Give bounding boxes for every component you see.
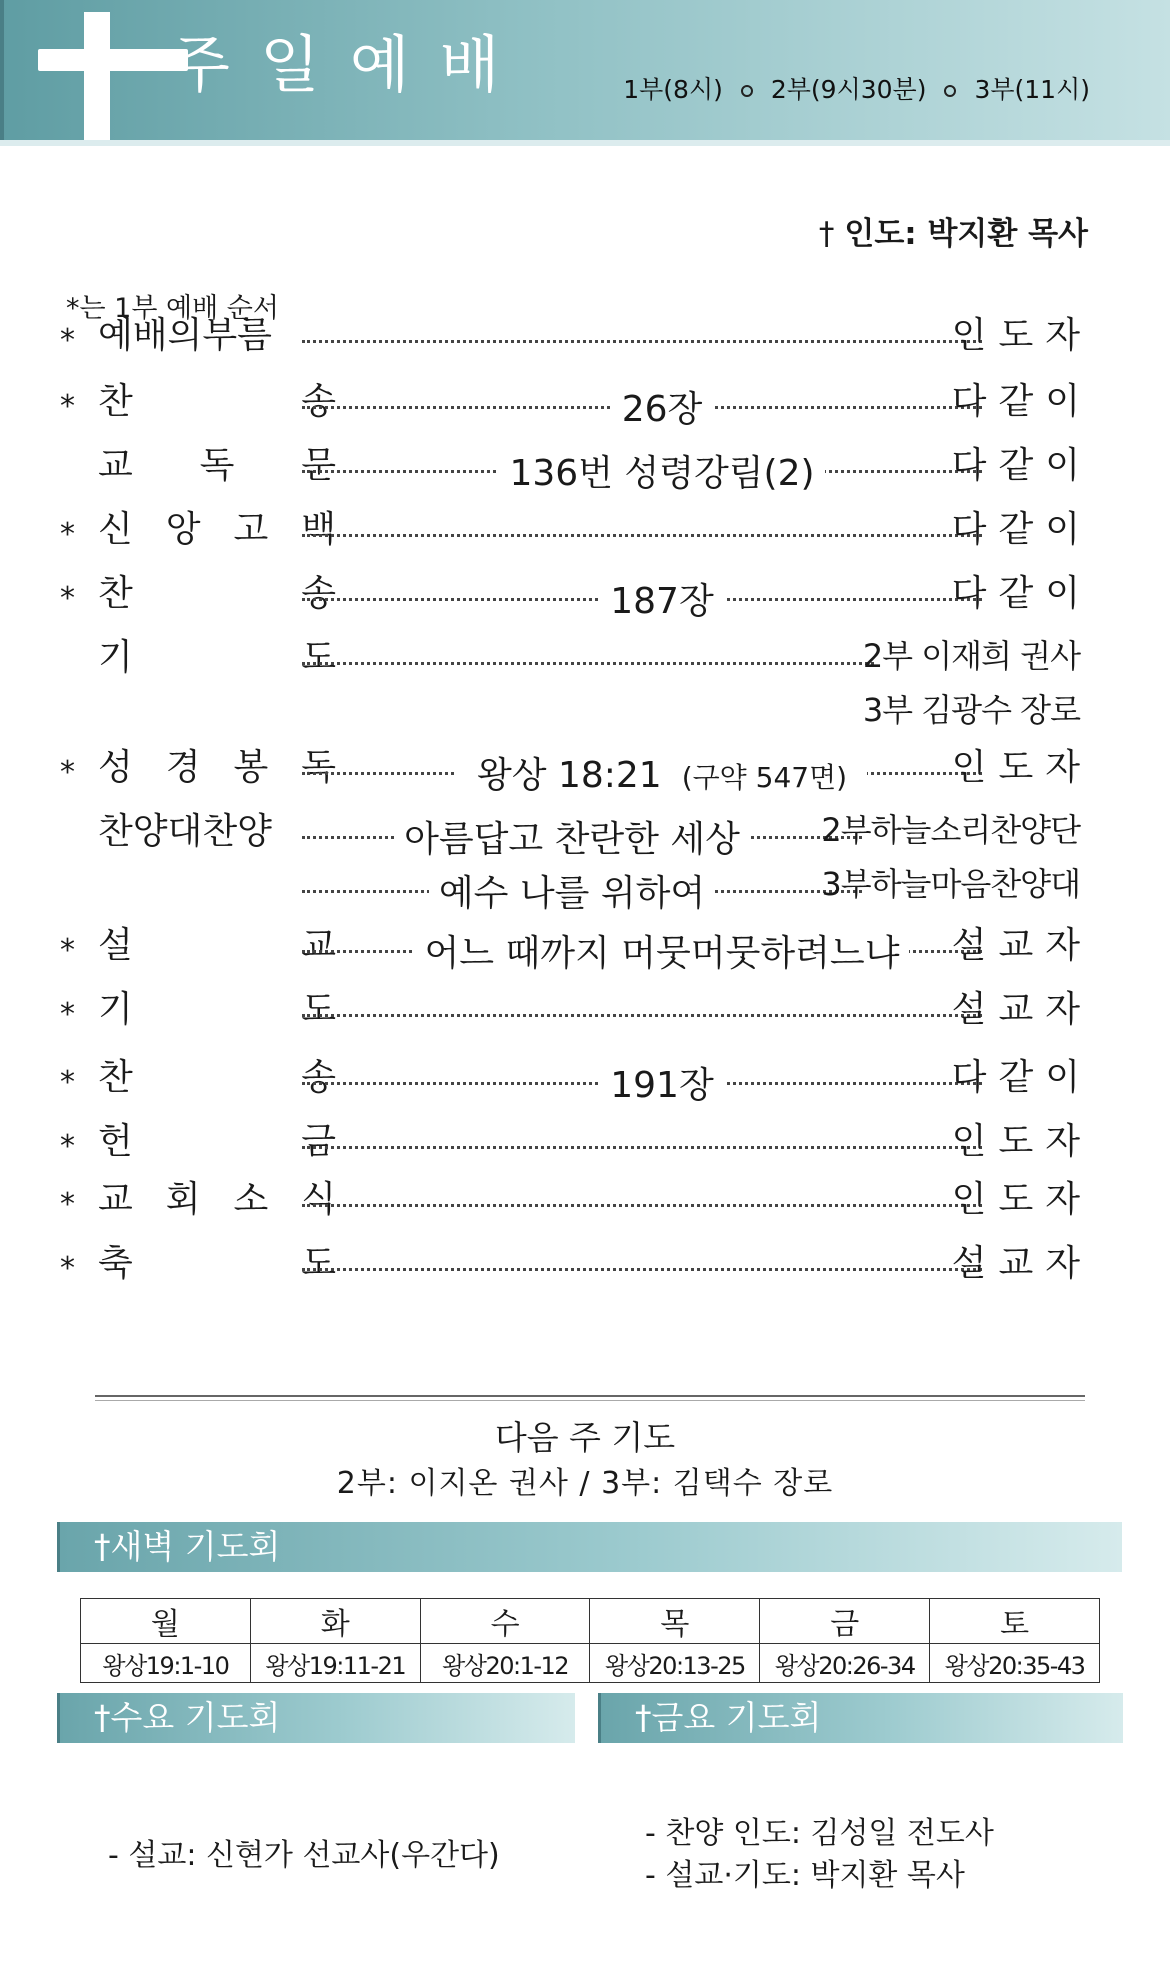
order-label: [98, 1179, 336, 1220]
reading-wed: 왕상20:1-12: [420, 1644, 590, 1683]
order-detail: [312, 581, 1012, 622]
order-detail-subtext: (구약 547면): [672, 761, 857, 794]
order-label-char: 독: [199, 445, 235, 486]
day-thu: 목: [590, 1599, 760, 1644]
dot-leader: [302, 662, 874, 665]
order-label-char: 찬: [98, 573, 133, 614]
section-divider: [95, 1395, 1085, 1401]
order-label: [98, 445, 336, 486]
reading-mon: 왕상19:1-10: [81, 1644, 251, 1683]
order-role: 3부 김광수 장로: [862, 691, 1080, 729]
order-label-text: [98, 1179, 336, 1220]
order-label: [98, 637, 336, 678]
order-label-char: 백: [301, 509, 336, 550]
reading-sat: 왕상20:35-43: [930, 1644, 1100, 1683]
order-label-char: 경: [165, 747, 201, 788]
wednesday-prayer-bar: [57, 1693, 575, 1743]
table-header-row: [81, 1599, 1100, 1644]
order-label-text: [98, 925, 336, 966]
service-time-1: 1부(8시): [623, 75, 723, 104]
day-mon: 월: [81, 1599, 251, 1644]
order-role: 다같이: [951, 573, 1092, 614]
order-label: [98, 573, 336, 614]
asterisk-marker: *: [60, 581, 75, 616]
service-time-2: 2부(9시30분): [770, 75, 927, 104]
order-role: 설교자: [951, 925, 1092, 966]
next-week-title: 다음 주 기도: [494, 1418, 676, 1457]
dot-leader: [302, 1268, 982, 1271]
asterisk-marker: *: [60, 517, 75, 552]
order-role: 다같이: [951, 509, 1092, 550]
dawn-prayer-table: [80, 1598, 1100, 1683]
dot-leader: [302, 1146, 982, 1149]
order-role: 다같이: [951, 445, 1092, 486]
order-detail-text: 187장: [600, 581, 724, 622]
order-detail: [312, 873, 832, 914]
order-label-char: 송: [301, 381, 336, 422]
order-label-text: [98, 509, 336, 550]
order-detail-text: 191장: [600, 1065, 724, 1106]
order-label-char: 문: [301, 445, 336, 486]
page-title: 주일예배: [170, 28, 530, 101]
order-detail: [312, 933, 1012, 974]
dagger-icon: †: [818, 216, 835, 252]
asterisk-marker: *: [60, 1129, 75, 1164]
circle-separator-icon: [944, 85, 956, 97]
order-label-char: 앙: [165, 509, 201, 550]
dawn-prayer-title: †새벽 기도회: [94, 1527, 281, 1566]
order-label-text: [98, 381, 336, 422]
dawn-prayer-bar: [57, 1522, 1122, 1572]
order-role: 인도자: [951, 315, 1092, 356]
order-label-char: 설: [98, 925, 133, 966]
asterisk-marker: *: [60, 1251, 75, 1286]
order-label-char: 금: [301, 1121, 336, 1162]
day-sat: 토: [930, 1599, 1100, 1644]
order-label-char: 찬: [98, 381, 133, 422]
asterisk-marker: *: [60, 755, 75, 790]
order-label-char: 신: [98, 509, 133, 550]
order-label-char: 성: [98, 747, 133, 788]
service-schedule: [623, 70, 1090, 106]
order-label-char: 소: [233, 1179, 269, 1220]
order-label: [98, 381, 336, 422]
wednesday-prayer-title: †수요 기도회: [94, 1698, 281, 1737]
order-label: [98, 925, 336, 966]
order-label-char: 송: [301, 573, 336, 614]
order-label-char: 독: [301, 747, 336, 788]
order-detail-text: 왕상 18:21: [467, 755, 672, 796]
dot-leader: [302, 1014, 982, 1017]
order-label-text: [98, 1243, 336, 1284]
order-label-char: 송: [301, 1057, 336, 1098]
friday-prayer-bar: [598, 1693, 1123, 1743]
cross-icon: [38, 12, 188, 140]
order-role: 2부하늘소리찬양단: [821, 811, 1080, 849]
order-label-text: [98, 1057, 336, 1098]
order-role: 3부하늘마음찬양대: [821, 865, 1080, 903]
service-leader: [819, 208, 1088, 253]
order-label-text: [98, 573, 336, 614]
table-row: [81, 1644, 1100, 1683]
order-label-char: 식: [301, 1179, 336, 1220]
order-label-char: 교: [301, 925, 336, 966]
order-role: 다같이: [951, 1057, 1092, 1098]
asterisk-marker: *: [60, 1065, 75, 1100]
next-week-names: 2부: 이지온 권사 / 3부: 김택수 장로: [336, 1466, 834, 1501]
order-label-char: 도: [301, 989, 336, 1030]
order-label-text: [98, 1121, 336, 1162]
friday-prayer-title: †금요 기도회: [635, 1698, 822, 1737]
order-role: 다같이: [951, 381, 1092, 422]
order-role: 인도자: [951, 1121, 1092, 1162]
order-label-text: [98, 989, 336, 1030]
order-label: 찬양대찬양: [98, 811, 272, 852]
order-label-char: 교: [98, 445, 133, 486]
service-time-3: 3부(11시): [974, 75, 1090, 104]
order-label-char: 헌: [98, 1121, 133, 1162]
header-edge: [0, 0, 4, 140]
header-banner: [0, 0, 1170, 146]
asterisk-marker: *: [60, 323, 75, 358]
order-detail-text: 136번 성령강림(2): [499, 453, 824, 494]
order-label: 예배의부름: [98, 315, 272, 356]
order-role: 인도자: [951, 1179, 1092, 1220]
order-detail: [312, 453, 1012, 494]
dot-leader: [302, 534, 982, 537]
order-label-char: 기: [98, 637, 133, 678]
order-label-char: 고: [233, 509, 269, 550]
wednesday-sermon: - 설교: 신현가 선교사(우간다): [108, 1838, 500, 1873]
friday-praise-leader: - 찬양 인도: 김성일 전도사: [645, 1816, 994, 1851]
asterisk-marker: *: [60, 933, 75, 968]
reading-fri: 왕상20:26-34: [760, 1644, 930, 1683]
order-label: [98, 747, 336, 788]
circle-separator-icon: [741, 85, 753, 97]
dot-leader: [302, 1204, 982, 1207]
order-role: 인도자: [951, 747, 1092, 788]
reading-tue: 왕상19:11-21: [250, 1644, 420, 1683]
order-label: [98, 509, 336, 550]
day-tue: 화: [250, 1599, 420, 1644]
order-label-char: 축: [98, 1243, 133, 1284]
order-label-char: 도: [301, 637, 336, 678]
day-wed: 수: [420, 1599, 590, 1644]
reading-thu: 왕상20:13-25: [590, 1644, 760, 1683]
order-label: [98, 1243, 336, 1284]
order-label: [98, 1057, 336, 1098]
asterisk-marker: *: [60, 997, 75, 1032]
order-detail: [312, 389, 1012, 430]
order-label-text: [98, 747, 336, 788]
order-detail-text: 아름답고 찬란한 세상: [394, 819, 750, 860]
order-detail: [312, 819, 832, 860]
order-detail-text: 어느 때까지 머뭇머뭇하려느냐: [415, 933, 910, 974]
order-detail-text: 26장: [612, 389, 713, 430]
friday-sermon-prayer: - 설교·기도: 박지환 목사: [645, 1858, 965, 1893]
asterisk-marker: *: [60, 1187, 75, 1222]
order-label: [98, 1121, 336, 1162]
order-detail: [312, 755, 1012, 796]
order-label-text: [98, 637, 336, 678]
first-service-note: *는 1부 예배 순서: [66, 293, 279, 324]
dot-leader: [302, 340, 982, 343]
order-detail-text: 예수 나를 위하여: [429, 873, 715, 914]
order-role: 2부 이재희 권사: [862, 637, 1080, 675]
asterisk-marker: *: [60, 389, 75, 424]
order-label-text: [98, 445, 336, 486]
order-label-char: 도: [301, 1243, 336, 1284]
order-label: [98, 989, 336, 1030]
order-role: 설교자: [951, 1243, 1092, 1284]
order-label-char: 기: [98, 989, 133, 1030]
order-label-char: 찬: [98, 1057, 133, 1098]
order-role: 설교자: [951, 989, 1092, 1030]
leader-text: 인도: 박지환 목사: [844, 216, 1088, 252]
order-label-char: 교: [98, 1179, 133, 1220]
order-detail: [312, 1065, 1012, 1106]
order-label-char: 회: [165, 1179, 201, 1220]
day-fri: 금: [760, 1599, 930, 1644]
order-label-char: 봉: [233, 747, 269, 788]
